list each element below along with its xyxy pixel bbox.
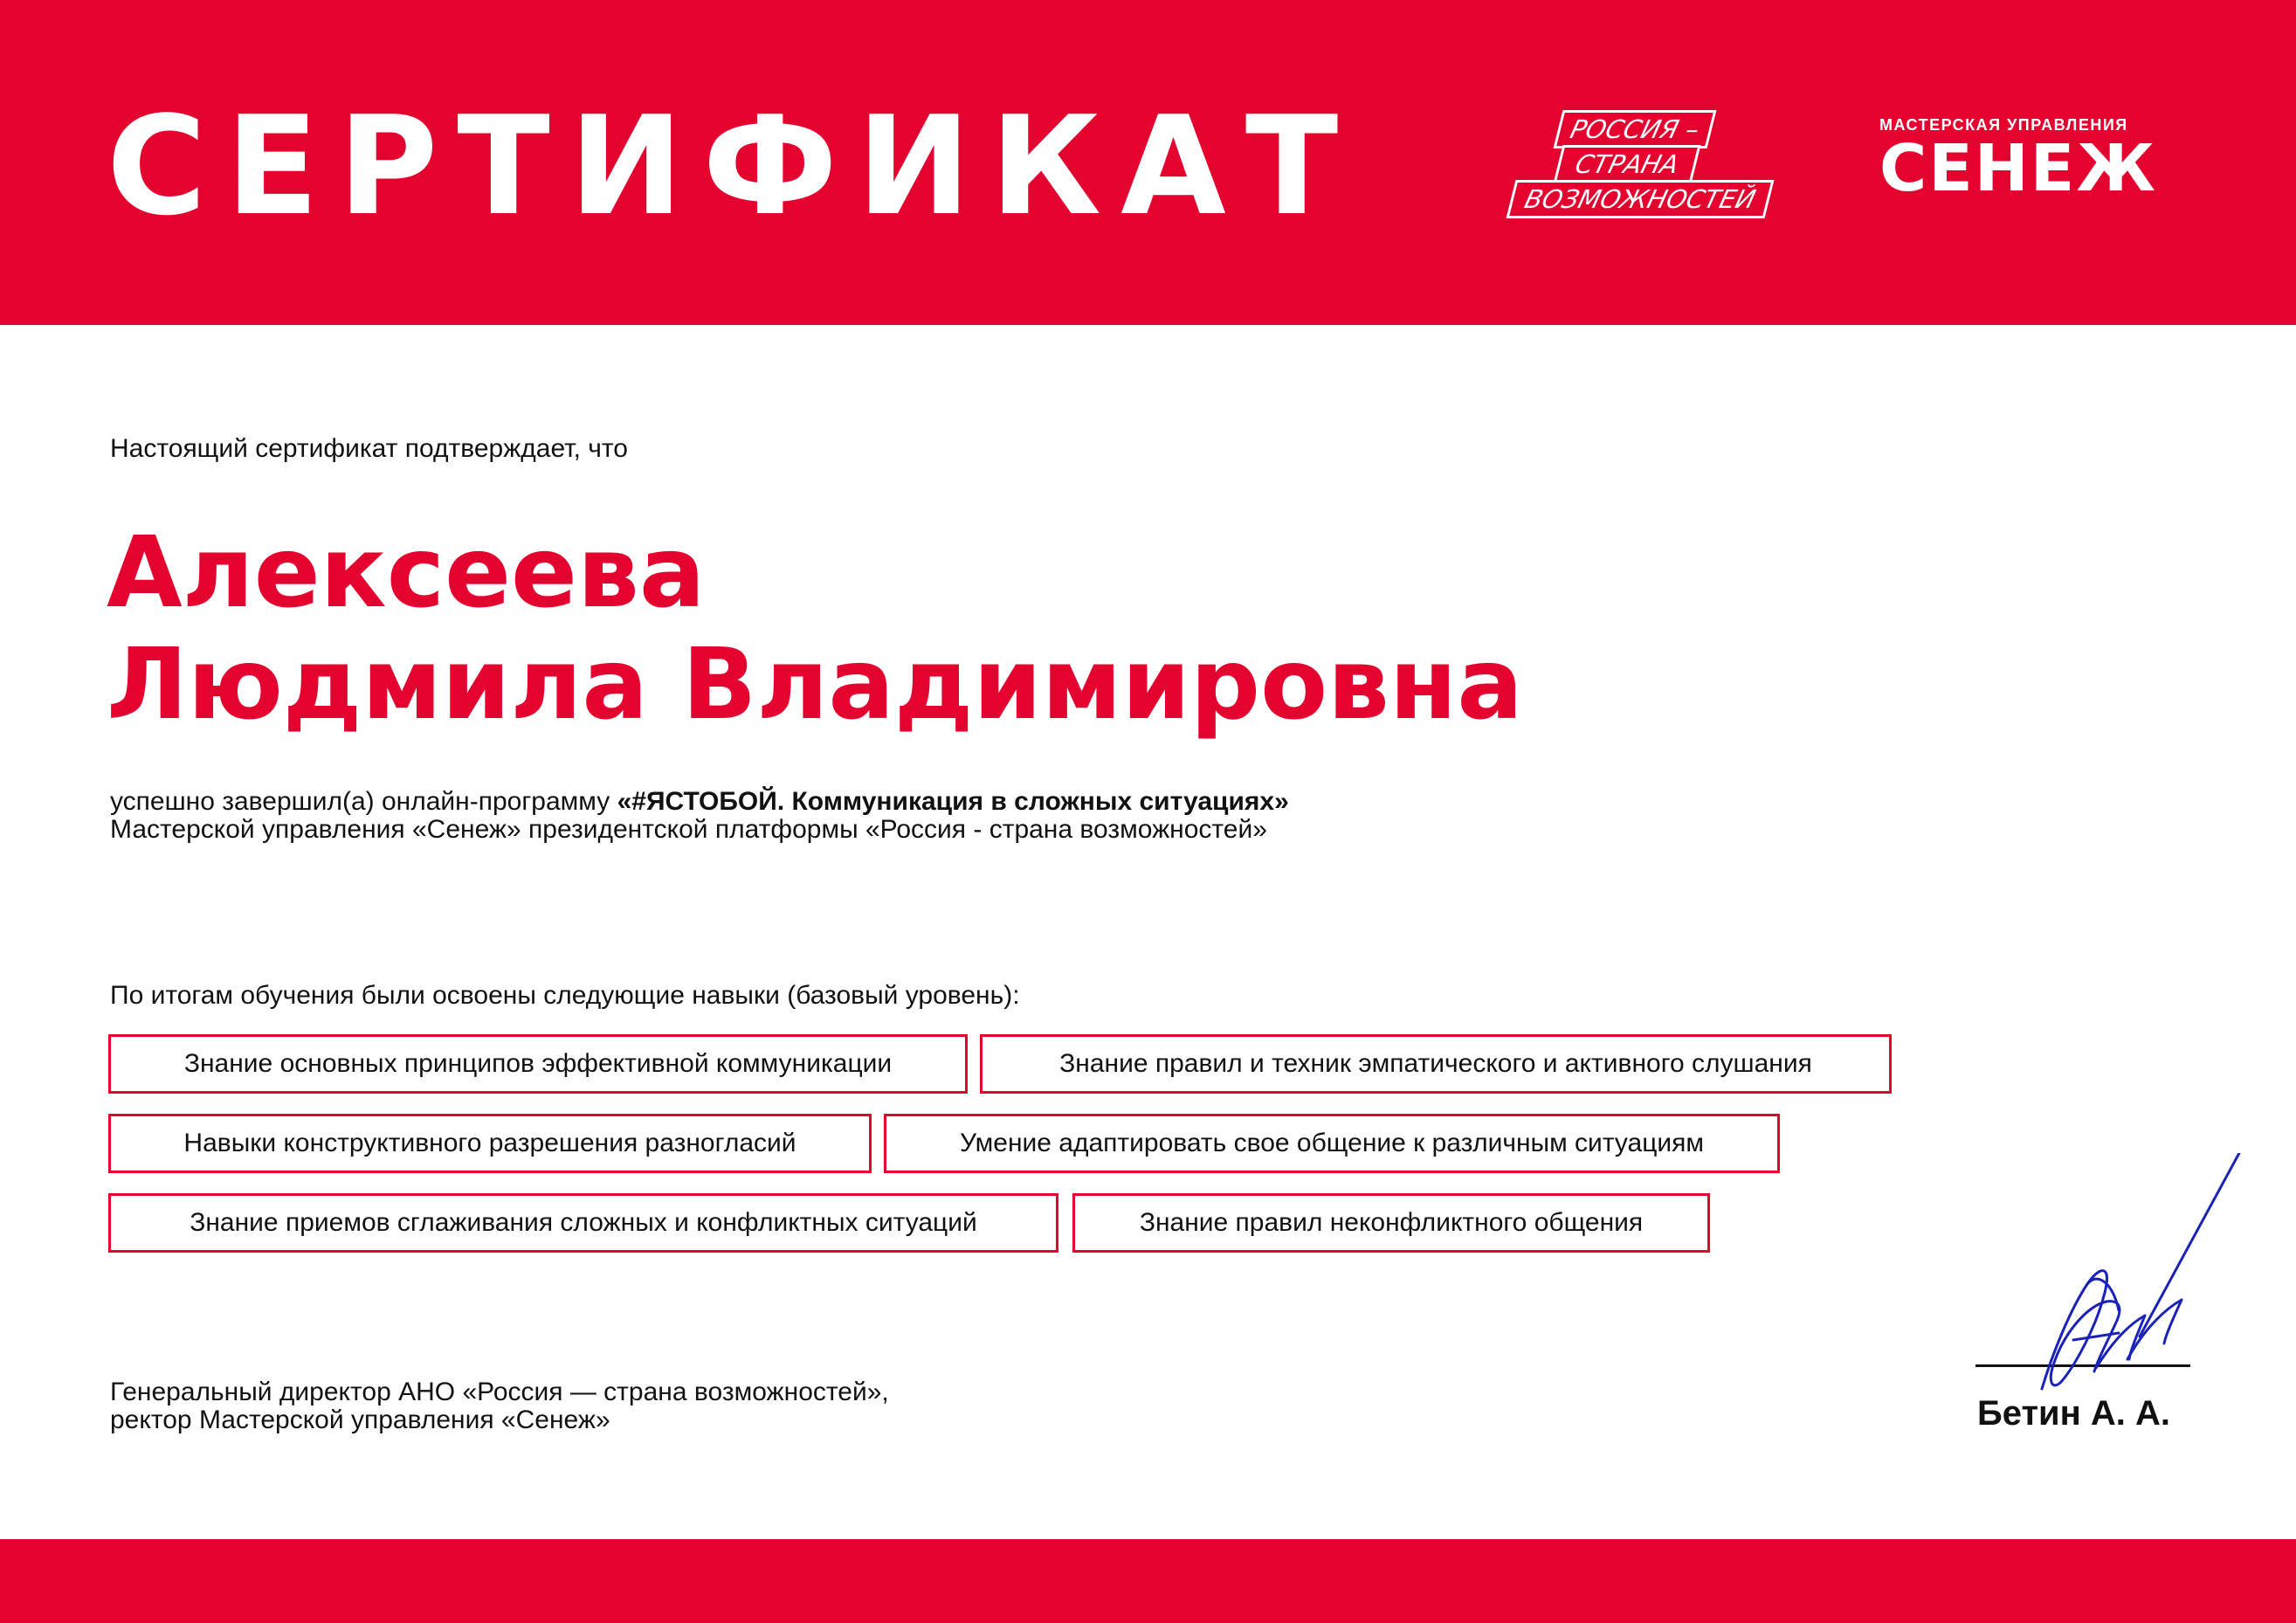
handwritten-signature xyxy=(2035,1153,2244,1406)
signatory-name: Бетин А. А. xyxy=(1977,1394,2171,1433)
signatory-position xyxy=(110,1378,889,1434)
signatory-position-line2: ректор Мастерской управления «Сенеж» xyxy=(110,1405,610,1434)
footer-band xyxy=(0,1539,2296,1623)
senezh-logo xyxy=(1879,115,2194,211)
recipient-given-names: Людмила Владимировна xyxy=(107,628,1523,742)
logo-russia-line2: СТРАНА xyxy=(1554,145,1701,183)
logo-russia-line1: РОССИЯ – xyxy=(1554,110,1717,148)
certificate-title: СЕРТИФИКАТ xyxy=(107,86,1358,245)
skill-badge: Знание основных принципов эффективной коммуникации xyxy=(108,1034,968,1094)
program-name: «#ЯСТОБОЙ. Коммуникация в сложных ситуациях» xyxy=(617,787,1289,816)
program-prefix: успешно завершил(а) онлайн-программу xyxy=(110,787,617,816)
logo-russia-line3: ВОЗМОЖНОСТЕЙ xyxy=(1507,180,1775,218)
skill-badge: Навыки конструктивного разрешения разногласий xyxy=(108,1114,872,1173)
skill-badge: Умение адаптировать свое общение к различным ситуациям xyxy=(884,1114,1780,1173)
skill-badge: Знание приемов сглаживания сложных и конфликтных ситуаций xyxy=(108,1193,1058,1253)
signatory-position-line1: Генеральный директор АНО «Россия — страна возможностей», xyxy=(110,1378,889,1406)
program-organizer: Мастерской управления «Сенеж» президентской платформы «Россия - страна возможностей» xyxy=(110,815,1267,844)
intro-text: Настоящий сертификат подтверждает, что xyxy=(110,434,628,463)
russia-land-of-opportunity-logo xyxy=(1504,108,1776,218)
senezh-logo-name: СЕНЕЖ xyxy=(1879,131,2157,206)
senezh-logo-caption: МАСТЕРСКАЯ УПРАВЛЕНИЯ xyxy=(1879,116,2128,134)
program-description xyxy=(110,788,1289,844)
skill-badge: Знание правил и техник эмпатического и активного слушания xyxy=(980,1034,1892,1094)
recipient-name xyxy=(107,517,1523,741)
recipient-last-name: Алексеева xyxy=(107,516,706,630)
skill-badge: Знание правил неконфликтного общения xyxy=(1072,1193,1710,1253)
skills-intro: По итогам обучения были освоены следующие навыки (базовый уровень): xyxy=(110,981,1020,1010)
